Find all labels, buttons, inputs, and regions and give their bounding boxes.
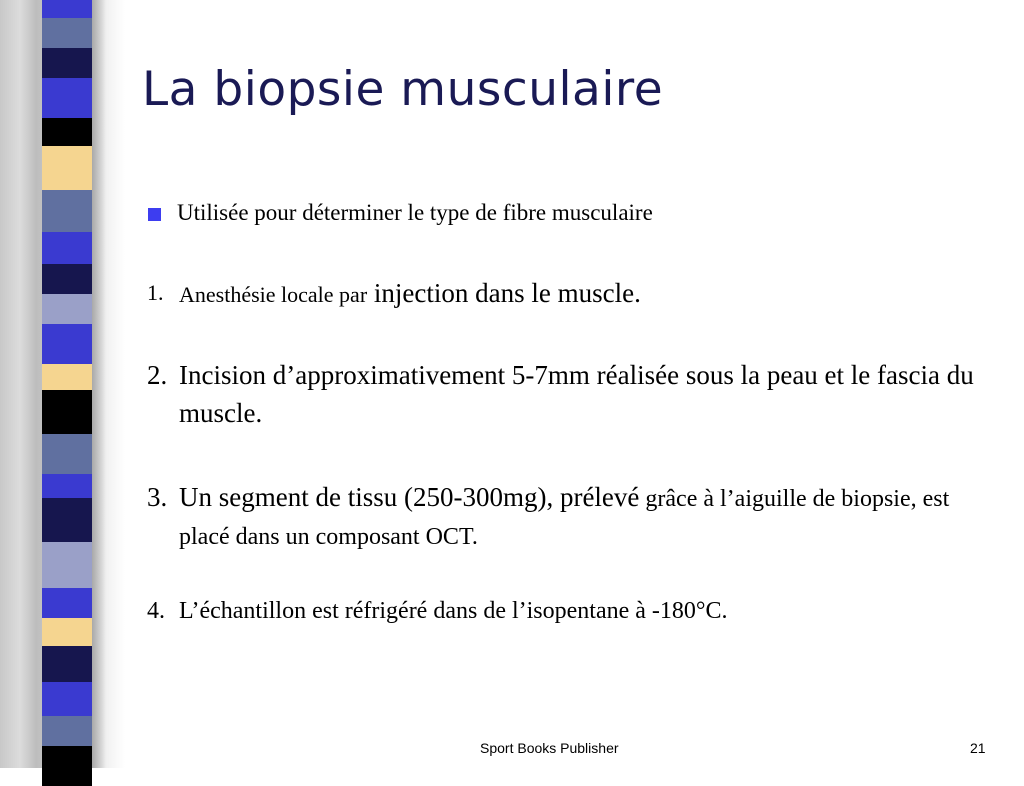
step-text [179, 478, 989, 556]
strip-seg [42, 746, 92, 786]
strip-seg [42, 542, 92, 588]
footer-publisher: Sport Books Publisher [480, 740, 619, 756]
step-number: 4. [147, 598, 165, 624]
bullet-item [148, 200, 653, 226]
step-number: 3. [147, 482, 168, 512]
step-3 [147, 478, 989, 556]
step-text-part: Anesthésie locale par [179, 282, 368, 307]
strip-seg [42, 264, 92, 294]
strip-seg [42, 78, 92, 118]
step-text [179, 274, 989, 314]
strip-seg [42, 324, 92, 364]
step-text-part: Un segment de tissu (250-300mg), prélevé [179, 482, 640, 512]
strip-seg [42, 474, 92, 498]
step-text-part: grâce à l’aiguille de biopsie, est placé dans un composant OCT. [179, 486, 950, 550]
strip-seg [42, 232, 92, 264]
step-1 [147, 274, 989, 314]
bullet-square-icon [148, 208, 161, 221]
step-text: Incision d’approximativement 5-7mm réalisée sous la peau et le fascia du muscle. [179, 360, 974, 428]
strip-seg [42, 18, 92, 48]
strip-seg [42, 190, 92, 232]
strip-seg [42, 498, 92, 542]
step-number: 2. [147, 360, 168, 390]
strip-seg [42, 588, 92, 618]
page-number: 21 [970, 740, 986, 756]
step-text-part: injection dans le muscle. [367, 278, 641, 308]
strip-seg [42, 0, 92, 18]
strip-seg [42, 716, 92, 746]
strip-seg [42, 618, 92, 646]
strip-shadow [92, 0, 106, 768]
strip-seg [42, 146, 92, 190]
left-decorative-strip [42, 0, 92, 768]
strip-seg [42, 118, 92, 146]
strip-seg [42, 646, 92, 682]
bullet-text: Utilisée pour déterminer le type de fibre musculaire [177, 200, 653, 225]
strip-seg [42, 434, 92, 474]
strip-seg [42, 48, 92, 78]
slide-title: La biopsie musculaire [142, 62, 664, 117]
strip-seg [42, 682, 92, 716]
step-number: 1. [147, 280, 164, 305]
step-2 [147, 356, 989, 432]
strip-seg [42, 364, 92, 390]
step-4 [147, 592, 989, 630]
strip-seg [42, 390, 92, 434]
strip-seg [42, 294, 92, 324]
step-text: L’échantillon est réfrigéré dans de l’isopentane à -180°C. [179, 598, 728, 624]
